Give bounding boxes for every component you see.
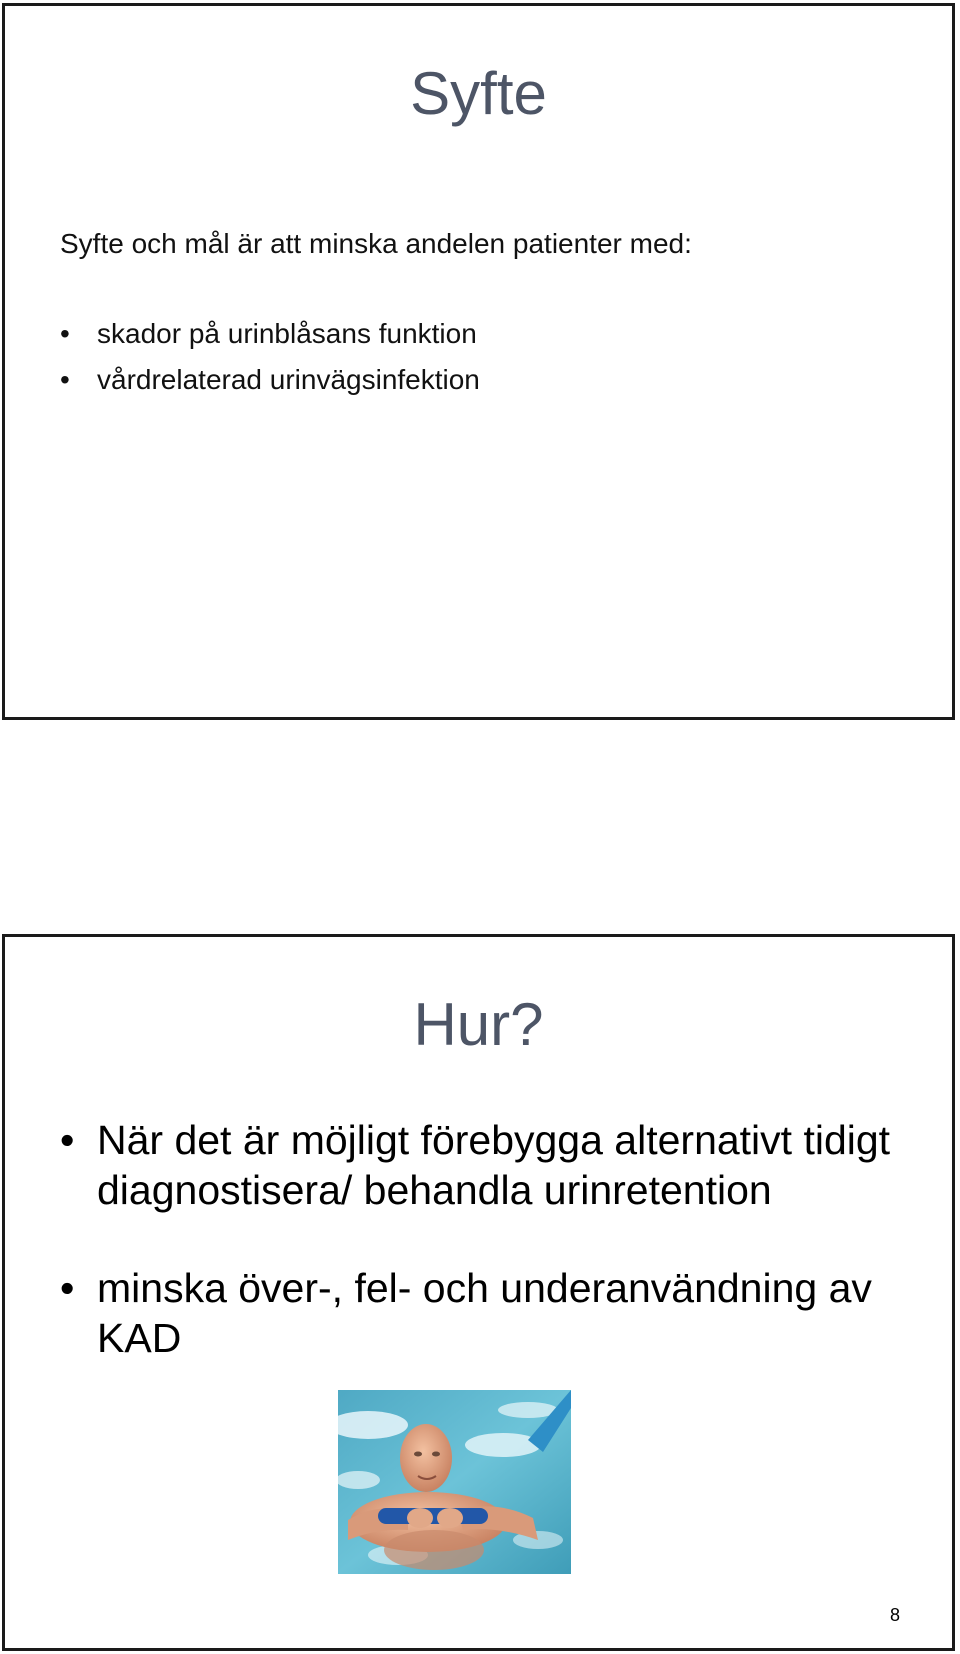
list-item [60,318,480,364]
list-item [60,364,480,410]
slide-hur [2,934,955,1651]
bullet-list [60,318,480,410]
bullet-icon: • [60,1117,75,1163]
intro-text: Syfte och mål är att minska andelen patienter med: [60,228,692,259]
slide-title: Syfte [410,60,547,127]
slide-title: Hur? [413,991,544,1058]
bullet-list [60,1115,920,1363]
bullet-icon: • [60,318,70,349]
bullet-icon: • [60,364,70,395]
page-number: 8 [889,1605,900,1625]
list-item-text: vårdrelaterad urinvägsinfektion [97,364,480,395]
list-item [60,1115,920,1215]
list-item [60,1263,920,1363]
bullet-icon: • [60,1265,75,1311]
slide-syfte [2,3,955,720]
list-item-text: minska över-, fel- och underanvändning av KAD [97,1265,872,1361]
list-item-text: När det är möjligt förebygga alternativt tidigt diagnostisera/ behandla urinretention [97,1117,891,1213]
swimmer-photo [338,1390,571,1574]
list-item-text: skador på urinblåsans funktion [97,318,477,349]
